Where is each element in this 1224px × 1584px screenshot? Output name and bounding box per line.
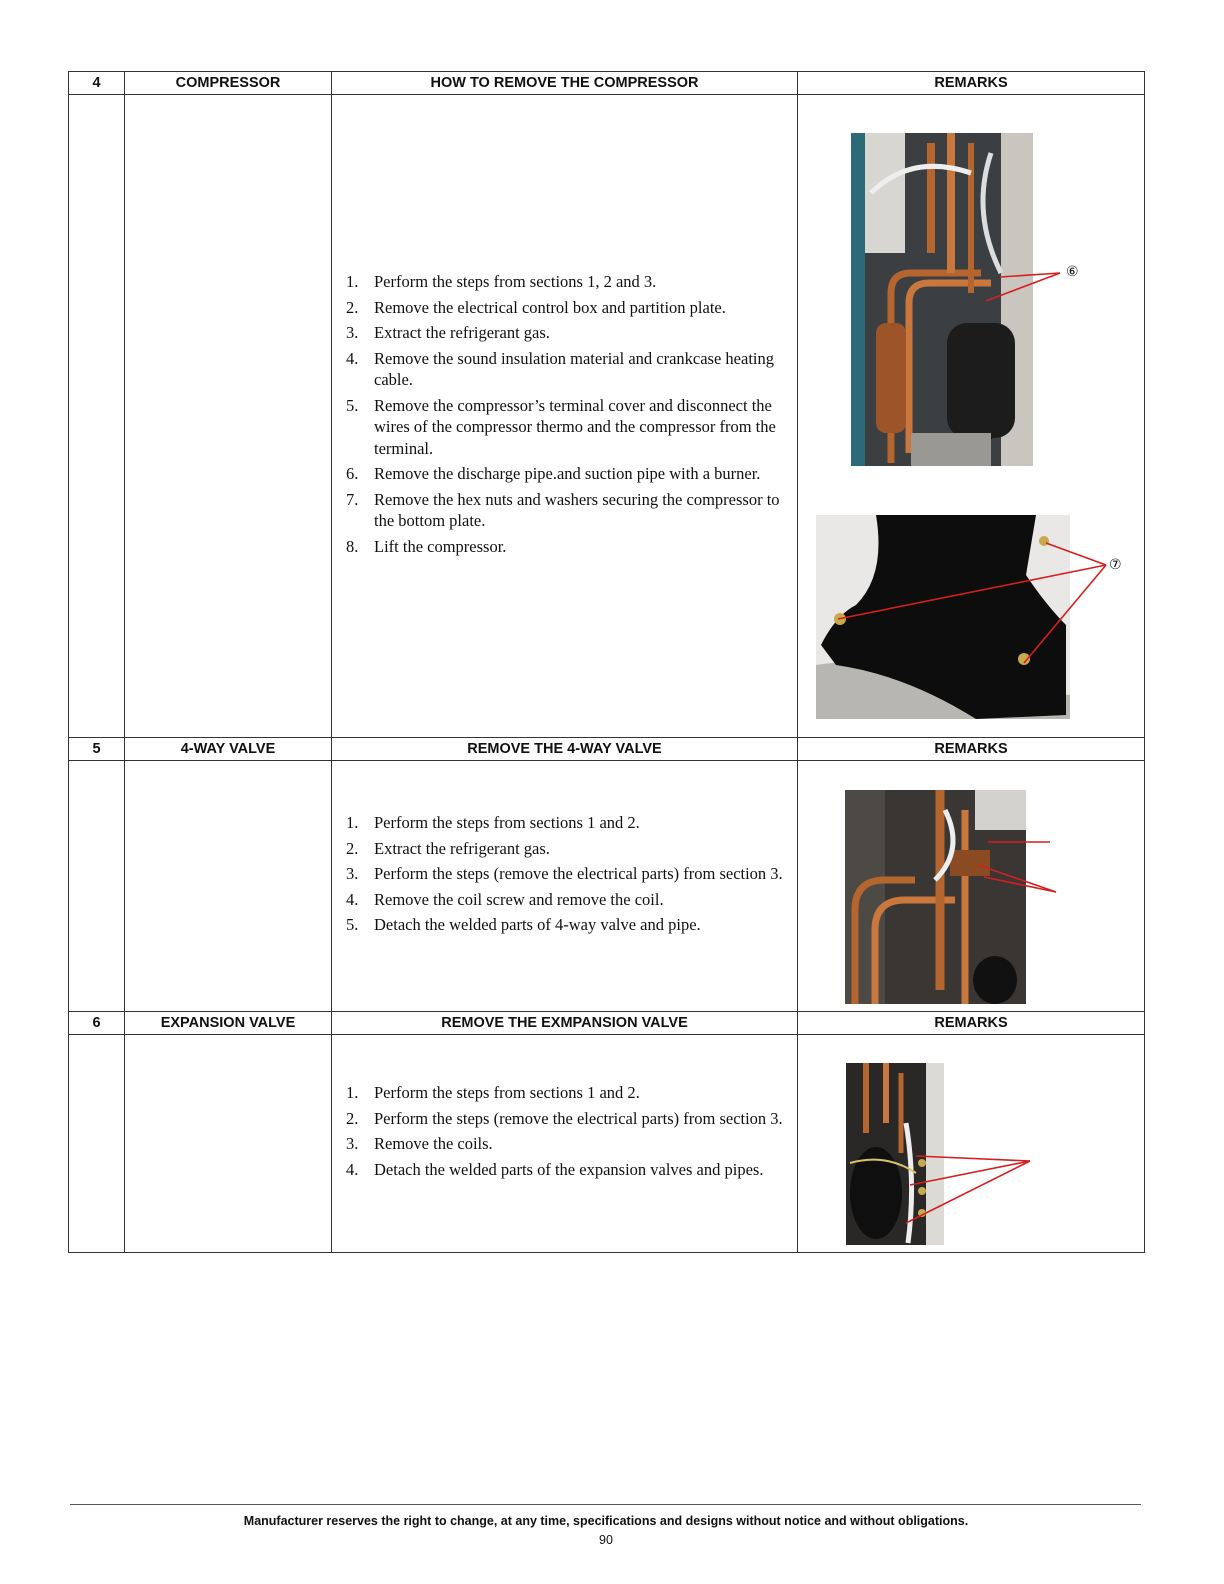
step-item: 1. Perform the steps from sections 1 and 2. — [346, 813, 640, 832]
section-number: 4 — [69, 72, 125, 95]
part-name: EXPANSION VALVE — [125, 1012, 332, 1035]
callout-arrows — [798, 95, 1145, 737]
section-header-row — [69, 72, 1145, 95]
remarks-title: REMARKS — [798, 738, 1145, 761]
callout-arrows — [798, 761, 1145, 1011]
callout-7: ⑦ — [1109, 557, 1122, 573]
step-list — [332, 271, 797, 557]
page-number: 90 — [599, 1533, 613, 1547]
remarks-title: REMARKS — [798, 72, 1145, 95]
procedure-title: REMOVE THE EXMPANSION VALVE — [332, 1012, 798, 1035]
step-item: 3. Remove the coils. — [346, 1134, 493, 1153]
remarks-title: REMARKS — [798, 1012, 1145, 1035]
step-item: 3. Perform the steps (remove the electrical parts) from section 3. — [346, 864, 783, 883]
procedure-cell — [332, 1035, 798, 1253]
step-list — [332, 812, 797, 936]
step-item: 7. Remove the hex nuts and washers securing the compressor to the bottom plate. — [346, 489, 780, 530]
callout-6: ⑥ — [1066, 264, 1079, 280]
step-item: 4. Detach the welded parts of the expansion valves and pipes. — [346, 1159, 764, 1179]
remarks-cell — [798, 761, 1145, 1012]
section-header-row — [69, 1012, 1145, 1035]
step-item: 4. Remove the coil screw and remove the coil. — [346, 889, 664, 909]
step-item: 8. Lift the compressor. — [346, 536, 507, 556]
section-header-row — [69, 738, 1145, 761]
section-body-row — [69, 95, 1145, 738]
section-body-row — [69, 761, 1145, 1012]
section-number: 6 — [69, 1012, 125, 1035]
procedure-cell — [332, 95, 798, 738]
section-number: 5 — [69, 738, 125, 761]
section-body-row — [69, 1035, 1145, 1253]
step-item: 2. Perform the steps (remove the electrical parts) from section 3. — [346, 1108, 783, 1128]
footer-notice: Manufacturer reserves the right to change, at any time, specifications and designs without notice and without obligations. — [243, 1514, 969, 1528]
step-list — [332, 1082, 797, 1180]
step-item: 4. Remove the sound insulation material and crankcase heating cable. — [346, 348, 774, 389]
disassembly-table — [68, 71, 1145, 1253]
step-item: 5. Remove the compressor’s terminal cover and disconnect the wires of the compressor thermo and the compressor from the terminal. — [346, 395, 776, 458]
step-item: 1. Perform the steps from sections 1, 2 and 3. — [346, 272, 657, 291]
step-item: 1. Perform the steps from sections 1 and 2. — [346, 1083, 640, 1102]
step-item: 5. Detach the welded parts of 4-way valve and pipe. — [346, 915, 701, 934]
procedure-title: HOW TO REMOVE THE COMPRESSOR — [332, 72, 798, 95]
step-item: 2. Remove the electrical control box and partition plate. — [346, 297, 726, 317]
remarks-cell — [798, 95, 1145, 738]
part-name: 4-WAY VALVE — [125, 738, 332, 761]
step-item: 6. Remove the discharge pipe.and suction pipe with a burner. — [346, 464, 761, 483]
footer-divider — [70, 1504, 1141, 1505]
callout-arrows — [798, 1035, 1145, 1252]
remarks-cell — [798, 1035, 1145, 1253]
step-item: 3. Extract the refrigerant gas. — [346, 323, 550, 342]
step-item: 2. Extract the refrigerant gas. — [346, 838, 550, 858]
procedure-title: REMOVE THE 4-WAY VALVE — [332, 738, 798, 761]
procedure-cell — [332, 761, 798, 1012]
part-name: COMPRESSOR — [125, 72, 332, 95]
